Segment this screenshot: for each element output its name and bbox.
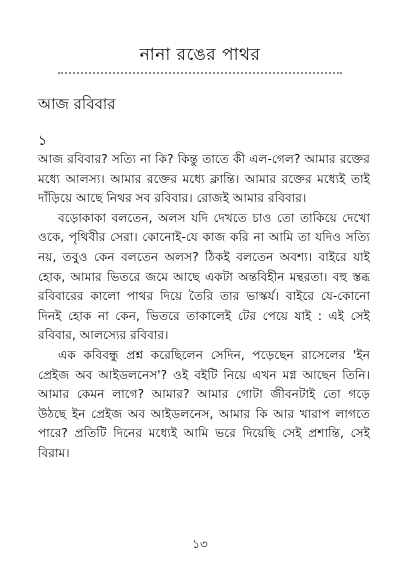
section-number: ১ [38,133,48,149]
paragraph: আজ রবিবার? সত্যি না কি? কিন্তু তাতে কী এল-গেল? আমার রক্তের মধ্যে আলস্য। আমার রক্তের মধ্যে ক্লান্তি। আমার রক্তের মধ্যেই তাই দাঁড়িয়ে আছে নিথর সব রবিবার। রোজই আমার রবিবার। [38,152,370,206]
chapter-title: আজ রবিবার [38,95,116,113]
paragraph: বড়োকাকা বলতেন, অলস যদি দেখতে চাও তো তাকিয়ে দেখো ওকে, পৃথিবীর সেরা। কোনোই-যে কাজ করি না আমি তা যদিও সত্যি নয়, তবুও কেন বলতেন অলস? ঠিকই বলতেন অবশ্য। বাইরে যাই হোক, আমার ভিতরে জমে আছে একটা অন্তবিহীন মন্থরতা। বহু স্তব্ধ রবিবারের কালো পাথর দিয়ে তৈরি তার ভাস্কর্য। বাইরে যে-কোনো দিনই হোক না কেন, ভিতরে তাকালেই টের পেয়ে যাই : এই সেই রবিবার, আলস্যের রবিবার। [38,210,370,343]
dotted-divider [58,72,342,74]
body-text [38,150,370,464]
book-title: নানা রঙের পাথর [139,45,261,65]
paragraph: এক কবিবন্ধু প্রশ্ন করেছিলেন সেদিন, পড়েছেন রাসেলের 'ইন প্রেইজ অব আইডলনেস'? ওই বইটি নিয়ে এখন মগ্ন আছেন তিনি। আমার কেমন লাগে? আমার? আমার গোটা জীবনটাই তো গড়ে উঠছে ইন প্রেইজ অব আইডলনেস, আমার কি আর খারাপ লাগতে পারে? প্রতিটি দিনের মধ্যেই আমি ভরে দিয়েছি সেই প্রশান্তি, সেই বিরাম। [38,347,370,460]
page-number: ১৩ [192,537,208,551]
